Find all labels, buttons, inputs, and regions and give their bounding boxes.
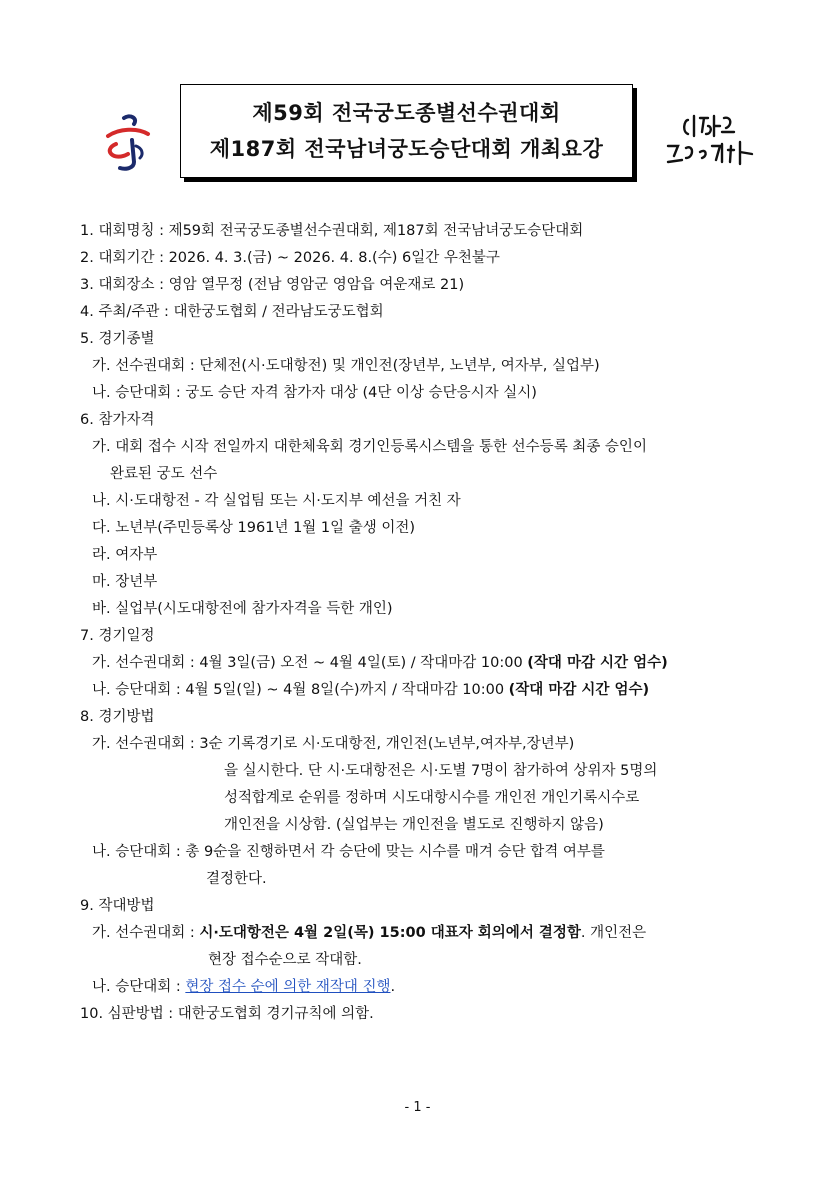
item-6-sub-d: 라. 여자부 — [92, 547, 158, 563]
item-7-sub-b — [80, 677, 770, 704]
item-4-organizer: 4. 주최/주관 : 대한궁도협회 / 전라남도궁도협회 — [80, 304, 384, 320]
item-7-sub-b-bold: (작대 마감 시간 엄수) — [508, 682, 650, 698]
page-title-line2: 제187회 전국남녀궁도승단대회 개최요강 — [209, 137, 604, 161]
item-8-sub-a-cont2: 성적합계로 순위를 정하며 시도대항시수를 개인전 개인기록시수로 — [224, 790, 640, 806]
item-7-sub-b-text: 나. 승단대회 : 4월 5일(일) ~ 4월 8일(수)까지 / 작대마감 10:00 — [92, 682, 509, 698]
item-5-sub-a: 가. 선수권대회 : 단체전(시·도대항전) 및 개인전(장년부, 노년부, 여자부, 실업부) — [92, 358, 600, 374]
item-9-sub-a-text: 가. 선수권대회 : — [92, 925, 200, 941]
archery-logo-icon — [94, 110, 158, 176]
document-body — [80, 218, 770, 1028]
item-9-sub-a-after: . 개인전은 — [580, 925, 647, 941]
item-7-sub-a-bold: (작대 마감 시간 엄수) — [527, 655, 668, 671]
item-7-heading: 7. 경기일정 — [80, 628, 155, 644]
item-3-venue: 3. 대회장소 : 영암 열무정 (전남 영암군 영암읍 여운재로 21) — [80, 277, 465, 293]
item-9-sub-a-bold: 시·도대항전은 4월 2일(목) 15:00 대표자 회의에서 결정함 — [199, 925, 581, 941]
item-9-sub-a-cont: 현장 접수순으로 작대함. — [208, 952, 362, 968]
item-9-sub-b-after: . — [390, 979, 396, 995]
item-8-sub-a: 가. 선수권대회 : 3순 기록경기로 시·도대항전, 개인전(노년부,여자부,장년부) — [92, 736, 575, 752]
page-number: - 1 - — [404, 1100, 431, 1115]
item-8-sub-b: 나. 승단대회 : 총 9순을 진행하면서 각 승단에 맞는 시수를 매겨 승단 합격 여부를 — [92, 844, 605, 860]
item-5-heading: 5. 경기종별 — [80, 331, 155, 347]
item-6-sub-b: 나. 시·도대항전 - 각 실업팀 또는 시·도지부 예선을 거친 자 — [92, 493, 461, 509]
document-header — [0, 0, 835, 200]
item-9-heading: 9. 작대방법 — [80, 898, 155, 914]
item-6-heading: 6. 참가자격 — [80, 412, 155, 428]
item-6-sub-a: 가. 대회 접수 시작 전일까지 대한체육회 경기인등록시스템을 통한 선수등록 최종 승인이 — [92, 439, 647, 455]
item-9-sub-b — [80, 974, 770, 1001]
page-title-line1: 제59회 전국궁도종별선수권대회 — [252, 101, 561, 125]
item-6-sub-c: 다. 노년부(주민등록상 1961년 1월 1일 출생 이전) — [92, 520, 416, 536]
item-6-sub-f: 바. 실업부(시도대항전에 참가자격을 득한 개인) — [92, 601, 393, 617]
item-6-sub-a-cont: 완료된 궁도 선수 — [110, 466, 218, 482]
title-box — [180, 84, 633, 178]
item-1-event-name: 1. 대회명칭 : 제59회 전국궁도종별선수권대회, 제187회 전국남녀궁도승단대회 — [80, 223, 584, 239]
item-8-sub-a-cont1: 을 실시한다. 단 시·도대항전은 시·도별 7명이 참가하여 상위자 5명의 — [224, 763, 658, 779]
item-10-judging: 10. 심판방법 : 대한궁도협회 경기규칙에 의함. — [80, 1006, 374, 1022]
item-9-sub-a — [80, 920, 770, 947]
item-8-sub-b-cont: 결정한다. — [206, 871, 267, 887]
item-8-heading: 8. 경기방법 — [80, 709, 155, 725]
item-5-sub-b: 나. 승단대회 : 궁도 승단 자격 참가자 대상 (4단 이상 승단응시자 실시) — [92, 385, 537, 401]
item-9-sub-b-link[interactable]: 현장 접수 순에 의한 재작대 진행 — [185, 979, 391, 995]
item-6-sub-e: 마. 장년부 — [92, 574, 158, 590]
item-7-sub-a — [80, 650, 770, 677]
item-7-sub-a-text: 가. 선수권대회 : 4월 3일(금) 오전 ~ 4월 4일(토) / 작대마감 10:00 — [92, 655, 528, 671]
item-9-sub-b-text: 나. 승단대회 : — [92, 979, 186, 995]
item-8-sub-a-cont3: 개인전을 시상함. (실업부는 개인전을 별도로 진행하지 않음) — [224, 817, 604, 833]
slogan-calligraphy-logo — [660, 106, 760, 176]
item-2-period: 2. 대회기간 : 2026. 4. 3.(금) ~ 2026. 4. 8.(수) 6일간 우천불구 — [80, 250, 500, 266]
